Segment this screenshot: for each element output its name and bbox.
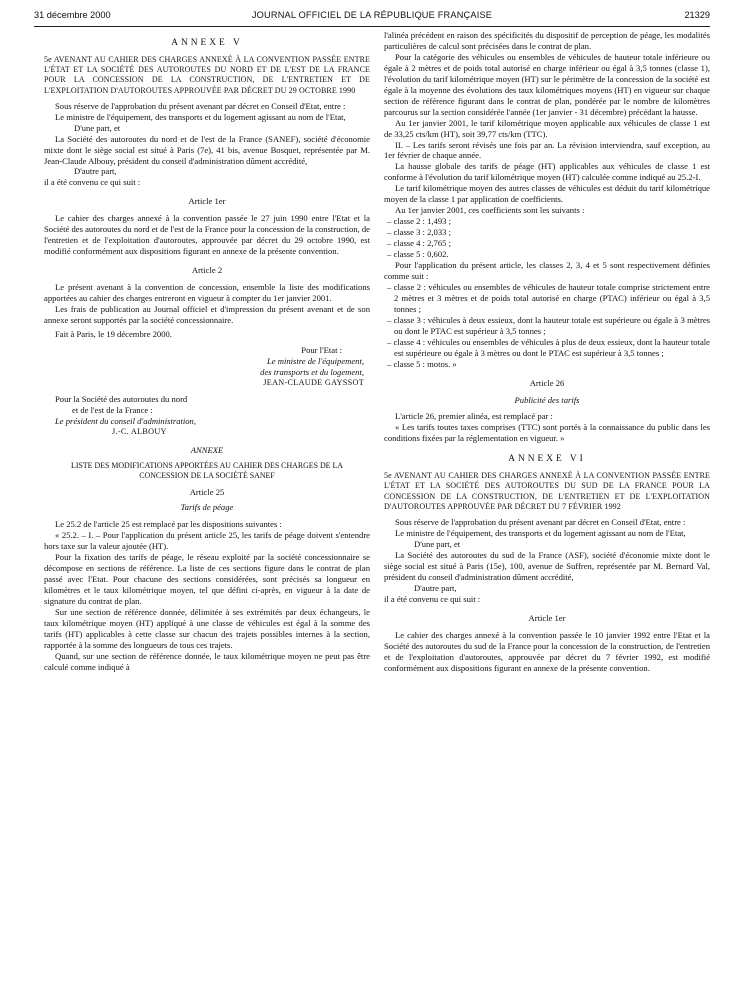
paragraph: Le ministre de l'équipement, des transports et du logement agissant au nom de l'Etat, [55,111,346,122]
article-26-heading: Article 26 [529,377,565,388]
paragraph: Pour la catégorie des véhicules ou ensembles de véhicules de hauteur totale inférieure ou égale à 2 mètres et de poids total autorisé en charge inférieur ou égal à 3,5 tonnes (classe 1), l'évolution du tarif kilométrique moyen (HT) sur le périmètre de la concession de la société est égale à la moyenne des évolutions des taux kilométriques moyens (HT) en vigueur sur chaque section de référence figurant dans le contrat de plan, pondérée par le nombre de kilomètres parcourus sur la section considérée l'année (1er janvier - 31 décembre) précédant la hausse. [384,51,710,117]
signatory-name: JEAN-CLAUDE GAYSSOT [263,377,364,387]
article-1-heading: Article 1er [528,612,566,623]
paragraph: D'une part, et [414,538,461,549]
right-column [384,30,710,673]
signature-line: Le ministre de l'équipement, [267,355,364,366]
paragraph: l'alinéa précédent en raison des spécificités du dispositif de perception de péage, les modalités particulières de calcul sont précisées dans le contrat de plan. [384,30,710,51]
paragraph: La Société des autoroutes du nord et de l'est de la France (SANEF), société d'économie mixte dont le siège social est situé à Paris (7e), 41 bis, avenue Bosquet, représentée par M. Jean-Claude Albouy, président du conseil d'administration dûment accrédité, [44,133,370,166]
date-line: Fait à Paris, le 19 décembre 2000. [55,328,172,339]
paragraph: L'article 26, premier alinéa, est remplacé par : [395,411,553,422]
article-1-heading: Article 1er [188,196,226,207]
page-number: 21329 [684,10,710,20]
header-rule [34,26,710,27]
paragraph: Les frais de publication au Journal officiel et d'impression du présent avenant et de son annexe seront supportés par la société concessionnaire. [44,304,370,325]
left-column [44,30,370,673]
coefficient-item: – classe 3 : 2,033 ; [387,227,451,238]
paragraph: D'autre part, [414,582,457,593]
paragraph: Sous réserve de l'approbation du présent avenant par décret en Conseil d'Etat, entre : [395,517,686,528]
paragraph: il a été convenu ce qui suit : [44,177,141,188]
paragraph: « 25.2. – I. – Pour l'application du présent article 25, les tarifs de péage doivent s'entendre hors taxe sur la valeur ajoutée (HT). [44,530,370,552]
signature-line: et de l'est de la France : [72,404,153,415]
class-definition: – classe 3 : véhicules à deux essieux, dont la hauteur totale est supérieure ou égale à 3 mètres ou dont le PTAC est supérieur à 3,5 tonnes ; [387,314,710,336]
page-header [34,10,710,24]
article-25-heading: Article 25 [189,487,225,498]
tarifs-subheading: Tarifs de péage [180,502,234,513]
annex-vi-title: ANNEXE VI [508,454,586,465]
paragraph: Au 1er janvier 2001, le tarif kilométrique moyen applicable aux véhicules de classe 1 est de 33,25 cts/km (HT), soit 39,77 cts/km (TTC). [384,117,710,139]
publicite-subheading: Publicité des tarifs [514,394,580,405]
annex-v-heading: 5e AVENANT AU CAHIER DES CHARGES ANNEXÉ À LA CONVENTION PASSÉE ENTRE L'ÉTAT ET LA SOCIÉTÉ DES AUTOROUTES DU NORD ET DE L'EST DE LA FRANCE POUR LA CONCESSION DE LA CONSTRUCTION, DE L'ENTRETIEN ET DE L'EXPLOITATION D'AUTOROUTES APPROUVÉE PAR DÉCRET DU 29 OCTOBRE 1990 [44,54,370,95]
paragraph: Sous réserve de l'approbation du présent avenant par décret en Conseil d'Etat, entre : [55,100,346,111]
class-definition: – classe 4 : véhicules ou ensembles de véhicules à plus de deux essieux, dont la hauteur totale est supérieure ou égale à 3 mètres ou dont le PTAC est supérieur à 3,5 tonnes ; [387,336,710,358]
paragraph: D'une part, et [74,122,121,133]
annex-vi-heading: 5e AVENANT AU CAHIER DES CHARGES ANNEXÉ À LA CONVENTION PASSÉE ENTRE L'ÉTAT ET LA SOCIÉTÉ DES AUTOROUTES DU SUD DE LA FRANCE POUR LA CONCESSION DE LA CONSTRUCTION, DE L'ENTRETIEN ET DE L'EXPLOITATION D'AUTOROUTES APPROUVÉE PAR DÉCRET DU 7 FÉVRIER 1992 [384,471,710,511]
paragraph: La hausse globale des tarifs de péage (HT) applicables aux véhicules de classe 1 est conforme à l'évolution du tarif kilométrique moyen (HT) calculée comme indiqué au 25.2-I. [384,161,710,183]
signature-line: Pour l'Etat : [301,344,342,355]
coefficient-item: – classe 4 : 2,765 ; [387,238,451,249]
paragraph: Le ministre de l'équipement, des transports et du logement agissant au nom de l'Etat, [395,528,686,539]
paragraph: D'autre part, [74,166,117,177]
paragraph: Le présent avenant à la convention de concession, ensemble la liste des modifications apportées au cahier des charges entreront en vigueur à compter du 1er janvier 2001. [44,282,370,304]
signature-line: des transports et du logement, [260,366,364,377]
paragraph: Pour la fixation des tarifs de péage, le réseau exploité par la société concessionnaire se décompose en sections de référence. La liste de ces sections figure dans le contrat de plan passé avec l'Etat. Pour chacune des sections considérées, sont précisés sa longueur en kilomètres et le taux kilométrique moyen, tel que défini ci-après, en vigueur à la date de signature du contrat de plan. [44,552,370,607]
paragraph: Pour l'application du présent article, les classes 2, 3, 4 et 5 sont respectivement définies comme suit : [384,260,710,281]
article-2-heading: Article 2 [191,265,223,276]
paragraph: Quand, sur une section de référence donnée, le taux kilométrique moyen ne peut pas être calculé comme indiqué à [44,650,370,672]
coefficient-item: – classe 5 : 0,602. [387,249,449,260]
signature-line: Le président du conseil d'administration, [55,415,197,426]
modifications-list-heading: LISTE DES MODIFICATIONS APPORTÉES AU CAHIER DES CHARGES DE LA CONCESSION DE LA SOCIÉTÉ SANEF [71,461,343,481]
class-definition: – classe 2 : véhicules ou ensembles de véhicules de hauteur totale comprise strictement entre 2 mètres et 3 mètres et de poids total autorisé en charge (PTAC) inférieur ou égal à 3,5 tonnes ; [387,281,710,314]
paragraph: « Les tarifs toutes taxes comprises (TTC) sont portés à la connaissance du public dans les conditions fixées par la réglementation en vigueur. » [384,422,710,444]
annexe-heading: ANNEXE [190,444,224,455]
paragraph: Sur une section de référence donnée, délimitée à ses extrémités par deux échangeurs, le taux kilométrique moyen (HT) appliqué à une classe de véhicules est égal à la somme des tarifs (HT) applicables à cette classe sur chacun des trajets possibles internes à la section, rapportée à la somme des longueurs de tous ces trajets. [44,606,370,650]
annex-v-title: ANNEXE V [171,38,243,48]
paragraph: Le tarif kilométrique moyen des autres classes de véhicules est déduit du tarif kilométrique moyen de la classe 1 par application de coefficients. [384,183,710,205]
paragraph: Le 25.2 de l'article 25 est remplacé par les dispositions suivantes : [55,519,282,530]
paragraph: Le cahier des charges annexé à la convention passée le 27 juin 1990 entre l'Etat et la Société des autoroutes du nord et de l'est de la France pour la concession de la construction, de l'entretien et de l'exploitation d'autoroutes, approuvée par décret du 29 octobre 1990, est modifié conformément aux dispositions figurant en annexe de la présente convention. [44,213,370,257]
class-definition: – classe 5 : motos. » [387,358,457,369]
paragraph: Le cahier des charges annexé à la convention passée le 10 janvier 1992 entre l'Etat et la Société des autoroutes du sud de la France pour la concession de la construction, de l'entretien et de l'exploitation d'autoroutes, approuvée par décret du 7 février 1992, est modifié conformément aux dispositions figurant en annexe de la présente convention. [384,629,710,673]
signatory-name: J.-C. ALBOUY [112,426,167,436]
journal-title: JOURNAL OFFICIEL DE LA RÉPUBLIQUE FRANÇAISE [251,10,493,20]
header-date: 31 décembre 2000 [34,10,111,20]
paragraph: il a été convenu ce qui suit : [384,593,481,604]
paragraph: II. – Les tarifs seront révisés une fois par an. La révision interviendra, sauf exception, au 1er février de chaque année. [384,139,710,161]
signature-line: Pour la Société des autoroutes du nord [55,393,188,404]
paragraph: Au 1er janvier 2001, ces coefficients sont les suivants : [395,205,585,216]
paragraph: La Société des autoroutes du sud de la France (ASF), société d'économie mixte dont le siège social est situé à Paris (15e), 100, avenue de Suffren, représentée par M. Bernard Val, président du conseil d'administration dûment accrédité, [384,549,710,582]
coefficient-item: – classe 2 : 1,493 ; [387,216,451,227]
